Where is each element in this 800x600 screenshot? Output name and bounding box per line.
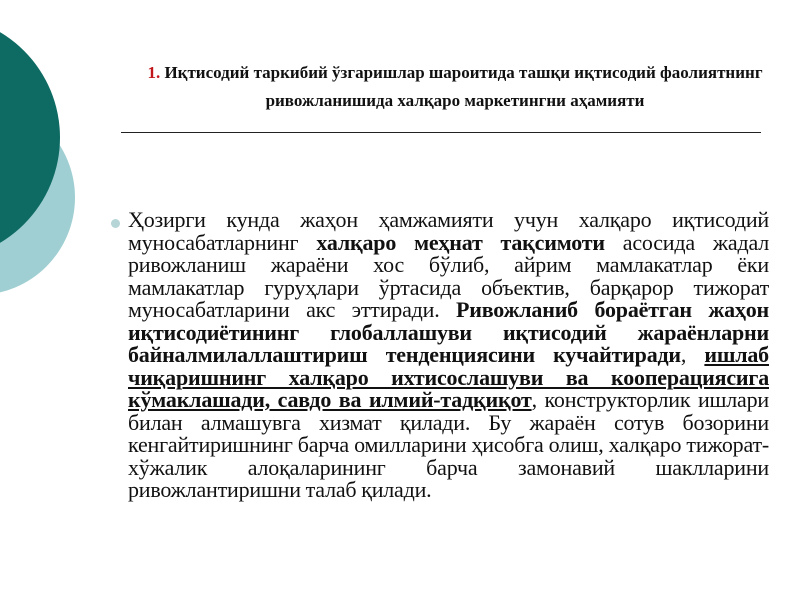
title-divider bbox=[121, 132, 761, 133]
slide-title bbox=[140, 59, 770, 115]
paragraph-segment-bold: ишлаб чиқаришнинг халқаро ихтисослашуви ва кооперациясига кўмаклашади, савдо ва илмий-тадқиқот bbox=[128, 342, 769, 412]
bullet-icon bbox=[111, 219, 120, 228]
paragraph-segment-bold: Ривожланиб бораётган жаҳон иқтисодиётининг глобаллашуви иқтисодий жараёнларни байналмилаллаштириш тенденциясини кучайтиради bbox=[128, 297, 769, 367]
paragraph-segment-bold: халқаро меҳнат тақсимоти bbox=[316, 229, 605, 255]
paragraph-segment: Ҳозирги кунда жаҳон ҳамжамияти учун халқаро иқтисодий муносабатларнинг bbox=[128, 207, 769, 255]
paragraph-segment: асосида жадал ривожланиш жараёни хос бўлиб, айрим мамлакатлар ёки мамлакатлар гуруҳлари ўртасида объектив, барқарор тижорат муносабатларини акс эттиради. bbox=[128, 229, 769, 322]
paragraph-segment: , конструкторлик ишлари билан алмашувга хизмат қилади. Бу жараён сотув бозорини кенгайтиришнинг барча омилларини ҳисобга олиш, халқаро тижорат-хўжалик алоқаларининг барча замонавий шаклларини ривожлантиришни талаб қилади. bbox=[128, 387, 769, 502]
title-number: 1. bbox=[147, 63, 161, 82]
paragraph-segment: , bbox=[680, 342, 705, 367]
body-paragraph bbox=[128, 209, 769, 502]
title-text: Иқтисодий таркибий ўзгаришлар шароитида ташқи иқтисодий фаолиятнинг ривожланишида халқаро маркетингни аҳамияти bbox=[164, 63, 763, 110]
